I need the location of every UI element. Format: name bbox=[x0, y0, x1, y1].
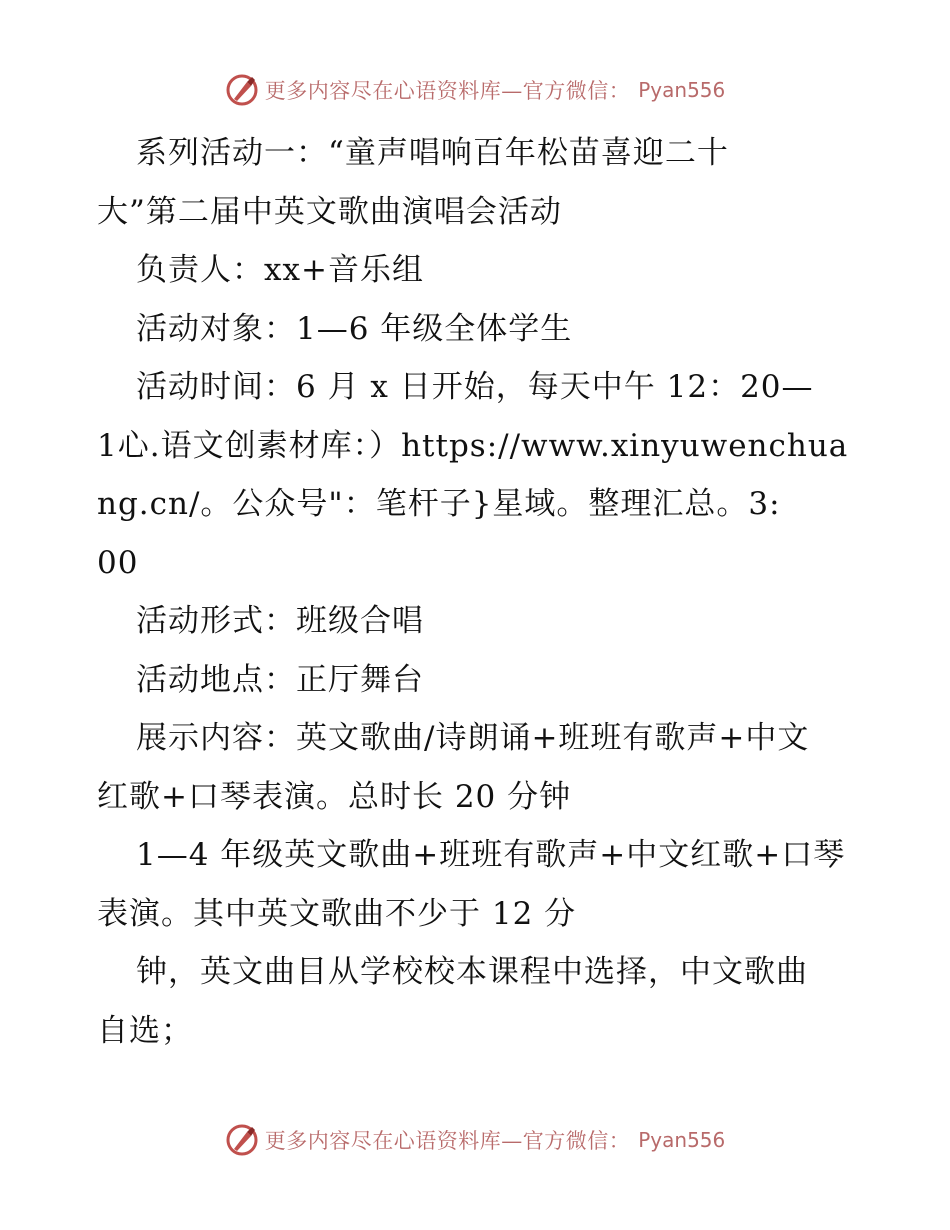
paragraph-line: 大”第二届中英文歌曲演唱会活动 bbox=[97, 193, 562, 230]
document-body bbox=[97, 124, 857, 1060]
pen-nib-circle-icon bbox=[225, 1123, 259, 1157]
paragraph-line: 00 bbox=[97, 544, 139, 581]
watermark-text: 更多内容尽在心语资料库—官方微信： bbox=[264, 79, 631, 103]
paragraph-line: 展示内容：英文歌曲/诗朗诵+班班有歌声+中文 bbox=[136, 720, 810, 756]
paragraph-line: 1—4 年级英文歌曲+班班有歌声+中文红歌+口琴 bbox=[136, 837, 846, 873]
watermark-text: 更多内容尽在心语资料库—官方微信： bbox=[264, 1129, 631, 1153]
footer-watermark-inner bbox=[225, 1123, 726, 1157]
paragraph-line: 活动形式：班级合唱 bbox=[136, 603, 424, 639]
paragraph-line: 1心.语文创素材库：）https://www.xinyuwenchua bbox=[97, 427, 849, 464]
paragraph-line: 活动时间：6 月 x 日开始，每天中午 12：20— bbox=[136, 369, 814, 405]
pen-nib-circle-icon bbox=[225, 73, 259, 107]
paragraph-line: 活动对象：1—6 年级全体学生 bbox=[136, 310, 573, 347]
paragraph-line: 负责人：xx+音乐组 bbox=[136, 252, 424, 288]
paragraph-line: 自选； bbox=[97, 1012, 193, 1049]
paragraph-line: 表演。其中英文歌曲不少于 12 分 bbox=[97, 895, 577, 932]
paragraph-line: 系列活动一：“童声唱响百年松苗喜迎二十 bbox=[136, 135, 729, 171]
paragraph-line: ng.cn/。公众号"：笔杆子}星域。整理汇总。3: bbox=[97, 486, 781, 522]
paragraph-line: 活动地点：正厅舞台 bbox=[136, 661, 424, 698]
header-watermark-inner bbox=[225, 73, 726, 107]
footer-watermark-banner bbox=[0, 1120, 950, 1160]
header-watermark-banner bbox=[0, 70, 950, 110]
watermark-handle: Pyan556 bbox=[638, 1128, 726, 1152]
watermark-handle: Pyan556 bbox=[638, 78, 726, 102]
paragraph-line: 钟，英文曲目从学校校本课程中选择，中文歌曲 bbox=[136, 954, 808, 990]
paragraph-line: 红歌+口琴表演。总时长 20 分钟 bbox=[97, 778, 572, 815]
